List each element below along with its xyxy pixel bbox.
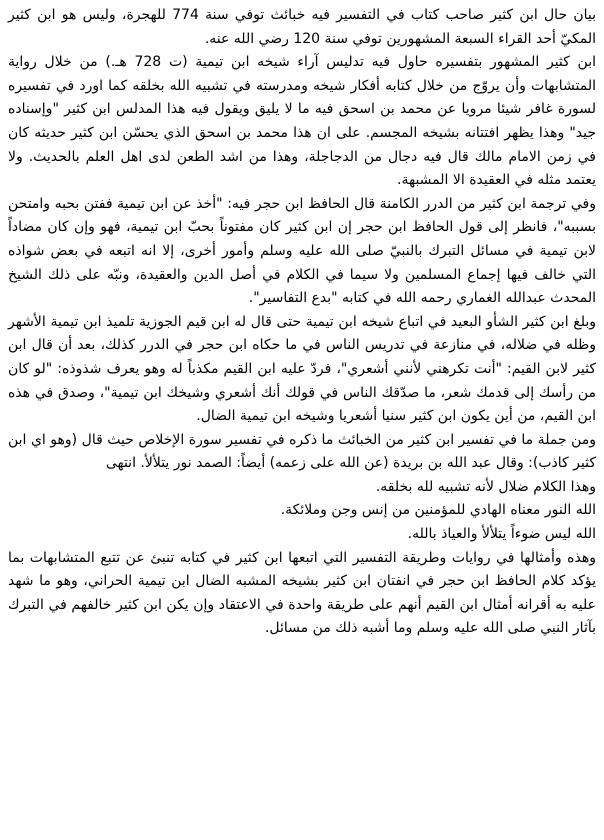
paragraph-ikhlas-tafsir: ومن جملة ما في تفسير ابن كثير من الخبائث ما ذكره في تفسير سورة الإخلاص حيث قال (وهو اي ابن كثير كاذب): وقال عبد الله بن بريدة (عن الله على زعمه) أيضاً: الصمد نور يتلألأ. انتهى: [8, 431, 596, 472]
paragraph-intro: بيان حال ابن كثير صاحب كتاب في التفسير فيه خبائث توفي سنة 774 للهجرة، وليس هو ابن كثير المكيّ أحد القراء السبعة المشهورين توفي سنة 120 رضي الله عنه.: [8, 7, 596, 47]
paragraph-tashbih-statement: وهذا الكلام ضلال لأنه تشبيه لله بخلقه.: [375, 478, 596, 495]
paragraph-nur-meaning: الله النور معناه الهادي للمؤمنين من إنس وجن وملائكة.: [280, 502, 596, 519]
paragraph-tafsir-tadlis: ابن كثير المشهور بتفسيره حاول فيه تدليس آراء شيخه ابن تيمية (ت 728 هـ.) من خلال رواية المتشابهات وأن يروّج من خلال كتابه أفكار شيخه ومدرسته في تشبيه الله بخلقه كما اورد في تفسيره لسورة غافر شيئا مرويا عن محمد بن اسحق فيه ما لا يليق ويقول فيه هذا المدلس ابن كثير "وإسناده جيد" وهذا يظهر افتتانه بشيخه المجسم. على ان هذا محمد بن اسحق الذي يحسّن ابن كثير حديثه كان في زمن الامام مالك قال فيه دجال من الدجاجلة، وهذا من اشد الطعن لدى اهل العلم بالحديث. ولا يعتمد مثله في العقيدة الا المشبهة.: [8, 54, 596, 189]
paragraph-not-light: الله ليس ضوءاً يتلألأ والعياذ بالله.: [407, 526, 596, 543]
paragraph-ibn-qayyim: وبلغ ابن كثير الشأو البعيد في اتباع شيخه ابن تيمية حتى قال له ابن قيم الجوزية تلميذ ابن تيمية الأشهر وظله في ضلاله، في منازعة في تدريس الناس في ما حكاه ابن حجر في الدرر كذلك، بعد أن قال ابن كثير لابن القيم: "أنت تكرهني لأنني أشعري"، فردّ عليه ابن القيم مكذباً له وهو يعرف شذوذه: "لو كان من رأسك إلى قدمك شعر، ما صدّقك الناس في قولك أنك أشعري وشيخك ابن تيمية"، وصدق في هذه ابن القيم، من أين يكون ابن كثير سنيا أشعريا وشيخه ابن تيمية الضال.: [8, 313, 596, 425]
paragraph-ibn-hajar-durar: وفي ترجمة ابن كثير من الدرر الكامنة قال الحافظ ابن حجر فيه: "أخذ عن ابن تيمية ففتن بحبه وامتحن بسببه"، فانظر إلى قول الحافظ ابن حجر إن ابن كثير كان مفتوناً بحبّ ابن تيمية، فهو وإن كان مضاداً لابن تيمية في مسائل التبرك بالنبيّ صلى الله عليه وسلم وأمور أخرى، إلا انه اتبعه في بعض شواذه التي خالف فيها إجماع المسلمين ولا سيما في الكلام في أصل الدين والعقيدة، ونبّه على ذلك الشيخ المحدث عبدالله الغماري رحمه الله في كتابه "بدع التفاسير".: [8, 195, 596, 307]
paragraph-conclusion: وهذه وأمثالها في روايات وطريقة التفسير التي اتبعها ابن كثير في كتابه تنبئ عن تتبع المتشابهات بما يؤكد كلام الحافظ ابن حجر في انفتان ابن كثير بشيخه المشبه الضال ابن تيمية الحراني، وهو ما شهد عليه به أقرانه أمثال ابن القيم أنهم على طريقة واحدة في الاعتقاد وإن يكن ابن كثير خالفهم في التبرك بآثار النبي صلى الله عليه وسلم وما أشبه ذلك من مسائل.: [8, 549, 596, 637]
